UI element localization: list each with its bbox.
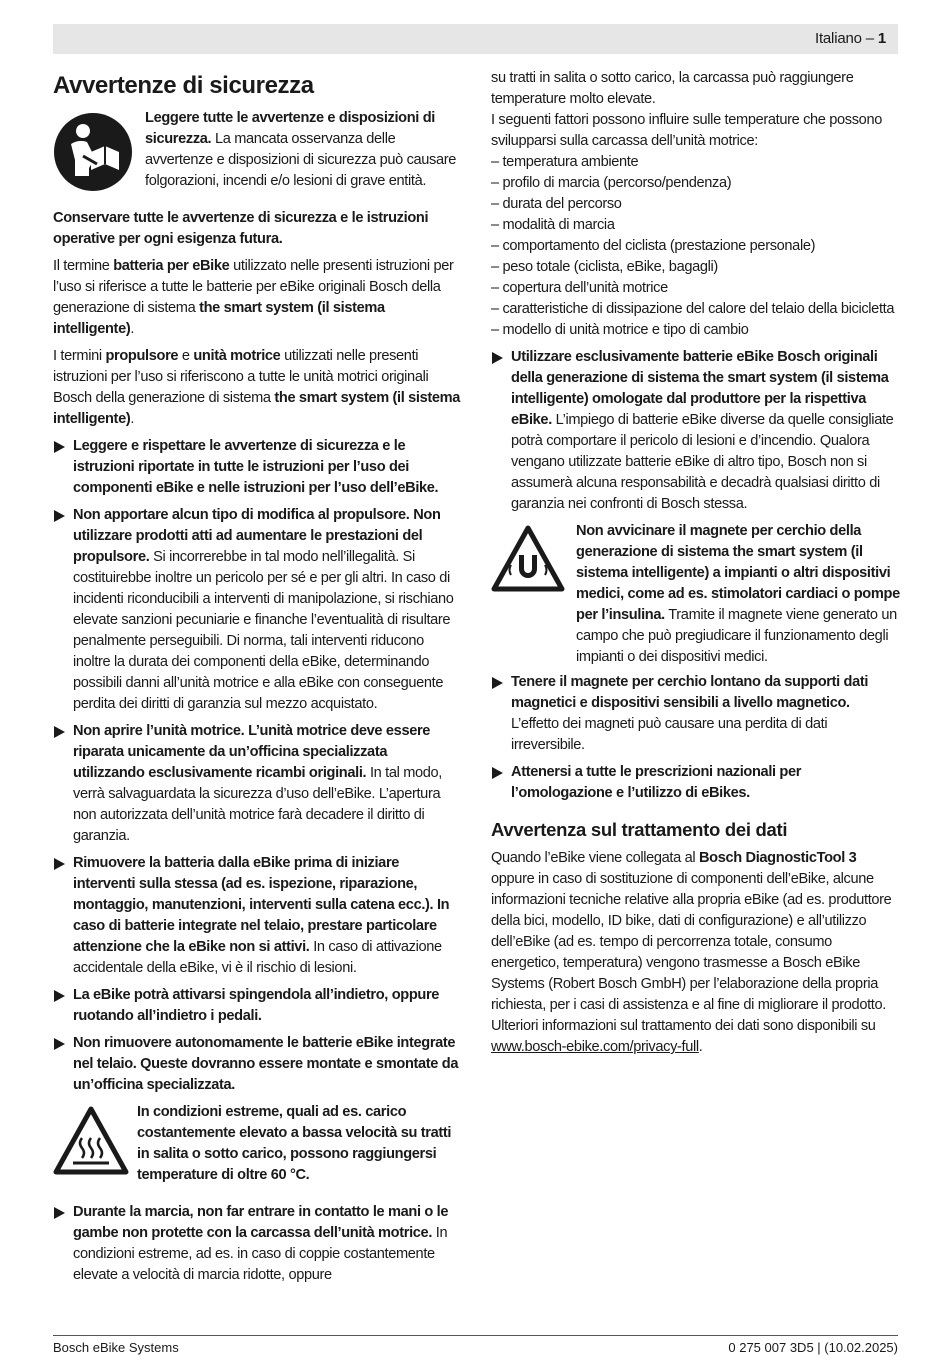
list-item: – temperatura ambiente <box>491 154 639 170</box>
warning-item: Utilizzare esclusivamente batterie eBike Bosch originali della generazione di sistema the smart system (il sistema intelligente) omologate dal produttore per la rispettiva eBike. L’impiego di batterie eBike diverse da quelle consigliate potrà comportare il pericolo di lesioni e d’incendio. Qualora vengano utilizzate batterie eBike di altro tipo, Bosch non si assumerà alcuna responsabilità e decadrà qualsiasi diritto di garanzia nei confronti di Bosch stessa. <box>491 347 901 515</box>
read-manual-icon <box>53 112 133 192</box>
keep-instructions: Conservare tutte le avvertenze di sicurezza e le istruzioni operative per ogni esigenza futura. <box>53 210 429 247</box>
header-separator: – <box>861 30 878 47</box>
privacy-paragraph: Quando l’eBike viene collegata al Bosch DiagnosticTool 3 oppure in caso di sostituzione di componenti dell’eBike, alcune informazioni tecniche relative alla propria eBike (ad es. produttore della bici, modello, ID bike, dati di configurazione) e all’utilizzo dell’eBike (ad es. tempo di percorrenza totale, consumo energetico, temperatura) vengono trasmesse a Bosch eBike Systems (Robert Bosch GmbH) per l’elaborazione della propria richiesta, per i casi di assistenza e al fine di migliorare il prodotto. Ulteriori informazioni sul trattamento dei dati sono disponibili su www.bosch-ebike.com/privacy-full. <box>491 850 892 1055</box>
privacy-section-title: Avvertenza sul trattamento dei dati <box>491 819 788 840</box>
intro-bold: Leggere tutte le avvertenze e disposizioni di sicurezza. <box>145 110 435 147</box>
list-item: – copertura dell’unità motrice <box>491 280 668 296</box>
warning-item: Non apportare alcun tipo di modifica al propulsore. Non utilizzare prodotti atti ad aumentare le prestazioni del propulsore. Si incorrerebbe in tal modo nell’illegalità. Si costituirebbe inoltre un pericolo per sé e per gli altri. In caso di incidenti riconducibili a interventi di manipolazione, si rischiano elevate sanzioni pecuniarie e finanche l’eventualità di risultare penalmente perseguibili. Di norma, tali interventi riducono inoltre la durata dei componenti della eBike, determinando possibili danni all’unità motrice e alla eBike con conseguente perdita dei diritti di garanzia sul mezzo acquistato. <box>53 505 461 715</box>
hot-surface-text: In condizioni estreme, quali ad es. carico costantemente elevato a bassa velocità su tratti in salita o sotto carico, possono raggiungersi temperature di oltre 60 °C. <box>137 1104 452 1183</box>
footer-doc-number: 0 275 007 3D5 | (10.02.2025) <box>728 1340 898 1355</box>
warning-item: Non rimuovere autonomamente le batterie eBike integrate nel telaio. Queste dovranno essere montate e smontate da un’officina specializzata. <box>53 1033 461 1096</box>
paragraph-battery-term: Il termine batteria per eBike utilizzato nelle presenti istruzioni per l’uso si riferisce a tutte le batterie per eBike originali Bosch della generazione di sistema the smart system (il sistema intelligente). <box>53 258 454 337</box>
warning-item: Tenere il magnete per cerchio lontano da supporti dati magnetici e dispositivi sensibili a livello magnetico. L’effetto dei magneti può causare una perdita di dati irreversibile. <box>491 672 901 756</box>
privacy-link[interactable]: www.bosch-ebike.com/privacy-full <box>491 1039 699 1055</box>
hot-surface-warning-icon <box>53 1106 129 1176</box>
warning-item: La eBike potrà attivarsi spingendola all’indietro, oppure ruotando all’indietro i pedali. <box>53 985 461 1027</box>
bullet-triangle-icon <box>54 990 65 1002</box>
section-title: Avvertenze di sicurezza <box>53 72 314 99</box>
bullet-triangle-icon <box>54 441 65 453</box>
list-item: – peso totale (ciclista, eBike, bagagli) <box>491 259 718 275</box>
list-item: – caratteristiche di dissipazione del calore del telaio della bicicletta <box>491 301 895 317</box>
warning-item: Non aprire l’unità motrice. L’unità motrice deve essere riparata unicamente da un’officina specializzata utilizzando esclusivamente ricambi originali. In tal modo, verrà salvaguardata la sicurezza d’uso dell’eBike. L’apertura non autorizzata dell’unità motrice farà decadere il diritto di garanzia. <box>53 721 461 847</box>
list-item: – durata del percorso <box>491 196 622 212</box>
bullet-triangle-icon <box>54 510 65 522</box>
header-page-label <box>815 30 886 47</box>
header-language: Italiano <box>814 30 862 47</box>
bullet-triangle-icon <box>54 1207 65 1219</box>
list-item: – modello di unità motrice e tipo di cambio <box>491 322 749 338</box>
bullet-triangle-icon <box>492 767 503 779</box>
warning-item: Durante la marcia, non far entrare in contatto le mani o le gambe non protette con la carcassa dell’unità motrice. In condizioni estreme, ad es. in caso di coppie costantemente elevate a velocità di marcia ridotte, oppure <box>53 1202 461 1286</box>
continued-text: su tratti in salita o sotto carico, la carcassa può raggiungere temperature molto elevate. <box>491 70 854 107</box>
paragraph-drive-unit-term: I termini propulsore e unità motrice utilizzati nelle presenti istruzioni per l’uso si riferiscono a tutte le unità motrici originali Bosch della generazione di sistema the smart system (il sistema intelligente). <box>53 348 461 427</box>
warning-item: Attenersi a tutte le prescrizioni nazionali per l’omologazione e l’utilizzo di eBikes. <box>491 762 901 804</box>
magnet-warning-icon <box>491 525 565 593</box>
bullet-triangle-icon <box>54 858 65 870</box>
footer-brand: Bosch eBike Systems <box>53 1340 179 1355</box>
bullet-triangle-icon <box>54 1038 65 1050</box>
read-instructions-block <box>53 108 461 204</box>
hot-surface-block <box>53 1102 461 1198</box>
factors-list <box>491 152 901 341</box>
header-page-number: 1 <box>877 30 886 47</box>
page-header <box>53 24 898 54</box>
list-item: – modalità di marcia <box>491 217 615 233</box>
bullet-triangle-icon <box>492 677 503 689</box>
warning-item: Rimuovere la batteria dalla eBike prima di iniziare interventi sulla stessa (ad es. ispezione, riparazione, montaggio, manutenzioni, interventi sulla catena ecc.). In caso di batterie integrate nel telaio, prestare particolare attenzione che la eBike non si attivi. In caso di attivazione accidentale della eBike, vi è il rischio di lesioni. <box>53 853 461 979</box>
list-item: – profilo di marcia (percorso/pendenza) <box>491 175 732 191</box>
bullet-triangle-icon <box>492 352 503 364</box>
factors-intro: I seguenti fattori possono influire sulle temperature che possono svilupparsi sulla carcassa dell’unità motrice: <box>491 112 882 149</box>
left-column <box>53 68 461 1292</box>
warning-item: Leggere e rispettare le avvertenze di sicurezza e le istruzioni riportate in tutte le istruzioni per l’uso dei componenti eBike e nelle istruzioni per l’uso dell’eBike. <box>53 436 461 499</box>
intro-text: La mancata osservanza delle avvertenze e disposizioni di sicurezza può causare folgorazioni, incendi e/o lesioni di grave entità. <box>145 131 457 189</box>
right-column <box>491 68 901 1064</box>
page-footer <box>53 1335 898 1355</box>
bullet-triangle-icon <box>54 726 65 738</box>
magnet-warning-block: Non avvicinare il magnete per cerchio della generazione di sistema the smart system (il sistema intelligente) a impianti o altri dispositivi medici, come ad es. stimolatori cardiaci o pompe per l’insulina. Tramite il magnete viene generato un campo che può pregiudicare il funzionamento degli impianti o dei dispositivi medici. <box>491 521 901 668</box>
list-item: – comportamento del ciclista (prestazione personale) <box>491 238 816 254</box>
